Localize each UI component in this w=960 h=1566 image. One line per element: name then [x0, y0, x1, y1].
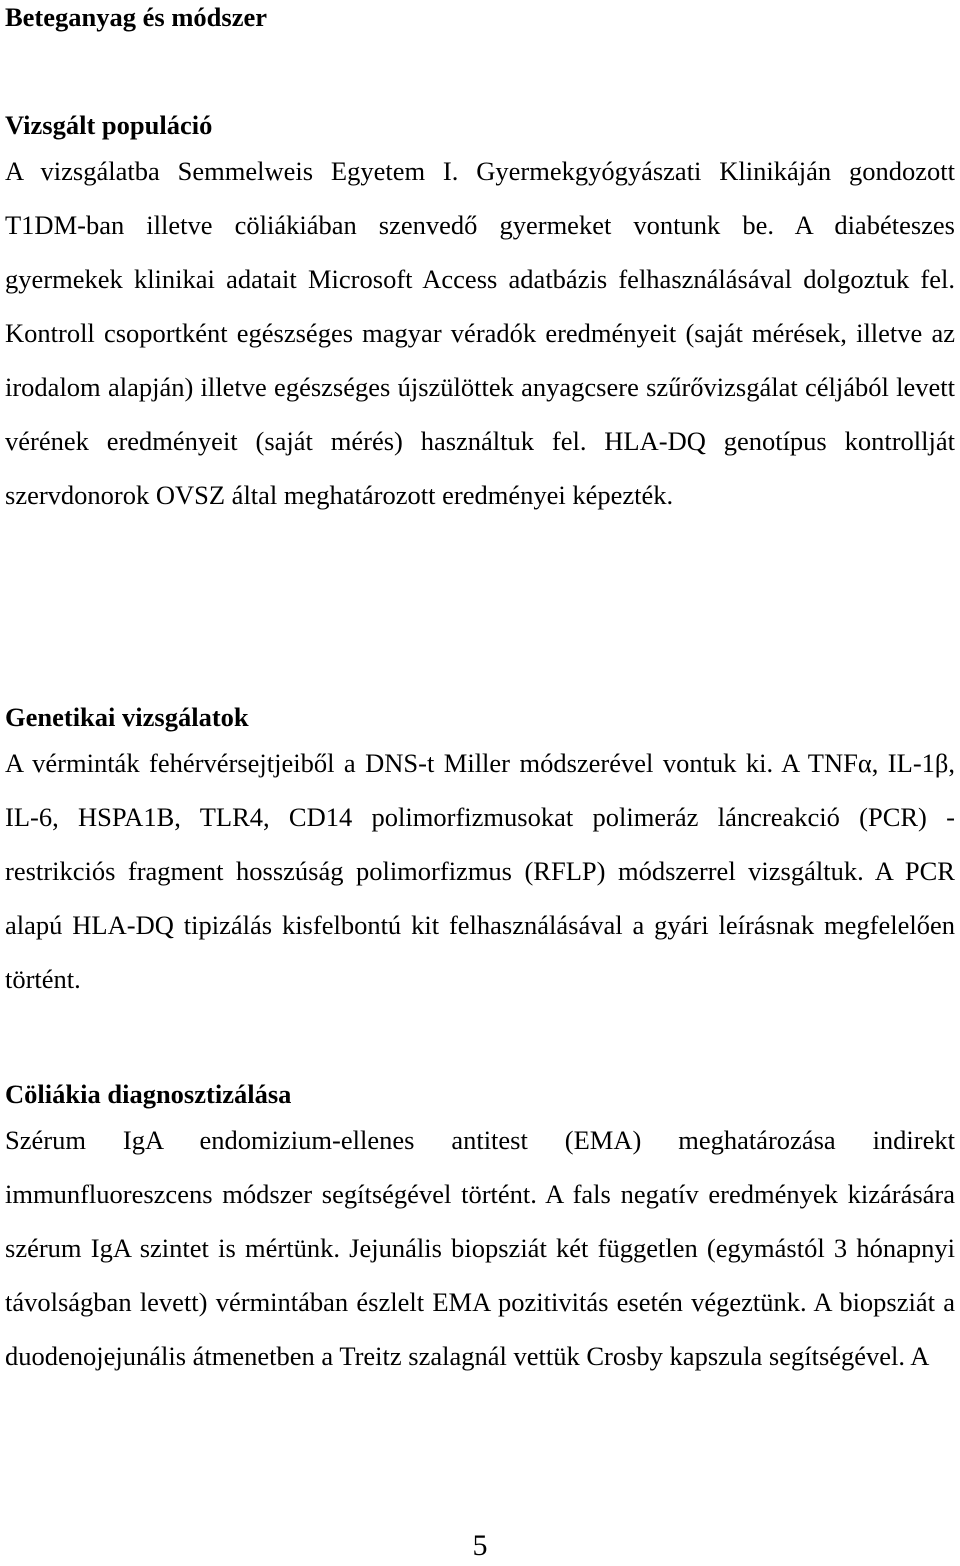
section-coeliac-diagnosis: [5, 1075, 955, 1383]
page-title: Beteganyag és módszer: [5, 2, 267, 32]
section-heading: Cöliákia diagnosztizálása: [5, 1079, 292, 1109]
page-number: 5: [472, 1529, 488, 1562]
section-paragraph: Szérum IgA endomizium-ellenes antitest (EMA) meghatározása indirekt immunfluoreszcens módszer segítségével történt. A fals negatív eredmények kizárására szérum IgA szintet is mértünk. Jejunális biopsziát két független (egymástól 3 hónapnyi távolságban levett) vérmintában észlelt EMA pozitivitás esetén végeztünk. A biopsziát a duodenojejunális átmenetben a Treitz szalagnál vettük Crosby kapszula segítségével. A: [5, 1125, 955, 1371]
section-paragraph: A vizsgálatba Semmelweis Egyetem I. Gyermekgyógyászati Klinikáján gondozott T1DM-ban illetve cöliákiában szenvedő gyermeket vontunk be. A diabéteszes gyermekek klinikai adatait Microsoft Access adatbázis felhasználásával dolgoztuk fel. Kontroll csoportként egészséges magyar véradók eredményeit (saját mérések, illetve az irodalom alapján) illetve egészséges újszülöttek anyagcsere szűrővizsgálat céljából levett vérének eredményeit (saját mérés) használtuk fel. HLA-DQ genotípus kontrollját szervdonorok OVSZ által meghatározott eredményei képezték.: [5, 156, 955, 510]
section-heading: Genetikai vizsgálatok: [5, 702, 249, 732]
section-genetic-tests: [5, 698, 955, 1006]
section-study-population: [5, 106, 955, 522]
section-heading: Vizsgált populáció: [5, 110, 213, 140]
section-paragraph: A vérminták fehérvérsejtjeiből a DNS-t Miller módszerével vontuk ki. A TNFα, IL-1β, IL-6, HSPA1B, TLR4, CD14 polimorfizmusokat polimeráz láncreakció (PCR) - restrikciós fragment hosszúság polimorfizmus (RFLP) módszerrel vizsgáltuk. A PCR alapú HLA-DQ tipizálás kisfelbontú kit felhasználásával a gyári leírásnak megfelelően történt.: [5, 748, 955, 994]
